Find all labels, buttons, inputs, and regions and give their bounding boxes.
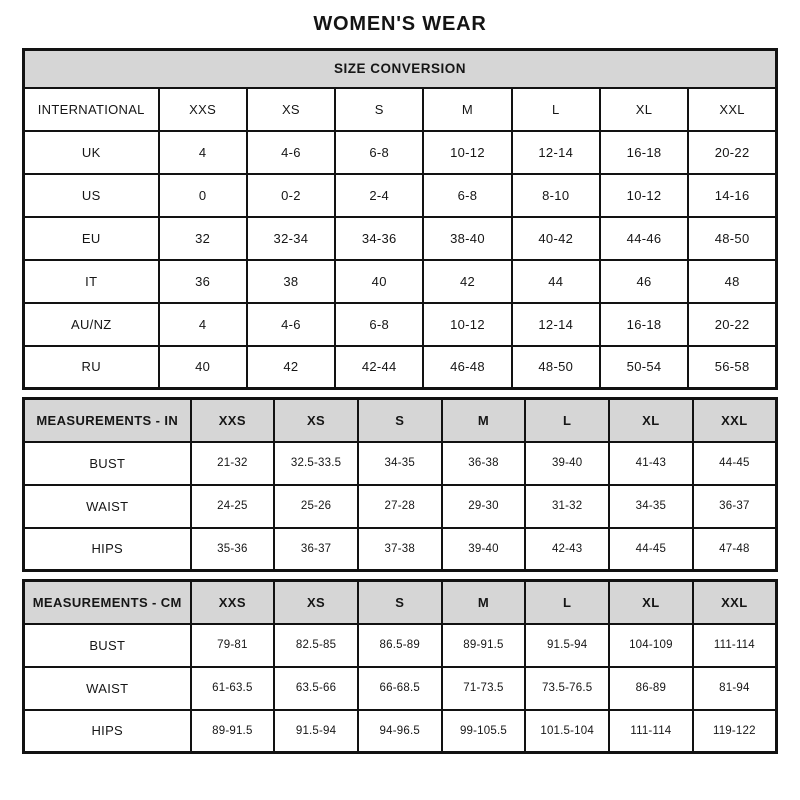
value-cell: 14-16 [688, 174, 776, 217]
value-cell: 101.5-104 [525, 710, 609, 753]
table-row [24, 528, 777, 571]
value-cell: 24-25 [191, 485, 275, 528]
value-cell: 10-12 [423, 131, 511, 174]
value-cell: 16-18 [600, 131, 688, 174]
size-column-header: XXS [191, 399, 275, 442]
value-cell: 42-43 [525, 528, 609, 571]
row-group-header: MEASUREMENTS - CM [24, 581, 191, 624]
page-title: WOMEN'S WEAR [313, 13, 487, 35]
value-cell: 36-38 [442, 442, 526, 485]
table-row [24, 346, 777, 389]
value-cell: 34-35 [609, 485, 693, 528]
value-cell: 79-81 [191, 624, 275, 667]
value-cell: 32-34 [247, 217, 335, 260]
value-cell: 35-36 [191, 528, 275, 571]
size-column-header: S [358, 399, 442, 442]
value-cell: 89-91.5 [191, 710, 275, 753]
value-cell: 44-45 [609, 528, 693, 571]
value-cell: 36-37 [693, 485, 777, 528]
value-cell: 48-50 [512, 346, 600, 389]
value-cell: 36-37 [274, 528, 358, 571]
value-cell: 16-18 [600, 303, 688, 346]
header-row [24, 88, 777, 131]
row-label-cell: RU [24, 346, 159, 389]
value-cell: 4-6 [247, 131, 335, 174]
row-label-cell: IT [24, 260, 159, 303]
size-column-header: XL [609, 581, 693, 624]
value-cell: 6-8 [335, 303, 423, 346]
value-cell: 44-45 [693, 442, 777, 485]
value-cell: 34-35 [358, 442, 442, 485]
size-column-header: XXL [693, 581, 777, 624]
value-cell: 12-14 [512, 131, 600, 174]
value-cell: 56-58 [688, 346, 776, 389]
measurements-cm-table [22, 579, 778, 754]
value-cell: 48 [688, 260, 776, 303]
value-cell: 34-36 [335, 217, 423, 260]
row-group-header: INTERNATIONAL [24, 88, 159, 131]
row-label-cell: EU [24, 217, 159, 260]
table-band-title: SIZE CONVERSION [24, 50, 777, 88]
value-cell: 38-40 [423, 217, 511, 260]
value-cell: 99-105.5 [442, 710, 526, 753]
size-column-header: XXS [159, 88, 247, 131]
value-cell: 71-73.5 [442, 667, 526, 710]
value-cell: 44-46 [600, 217, 688, 260]
value-cell: 31-32 [525, 485, 609, 528]
row-label-cell: UK [24, 131, 159, 174]
size-column-header: L [512, 88, 600, 131]
measurements-in-table [22, 397, 778, 572]
table-row [24, 710, 777, 753]
table-row [24, 131, 777, 174]
row-label-cell: BUST [24, 442, 191, 485]
value-cell: 27-28 [358, 485, 442, 528]
value-cell: 104-109 [609, 624, 693, 667]
value-cell: 20-22 [688, 131, 776, 174]
row-label-cell: HIPS [24, 710, 191, 753]
table-row [24, 303, 777, 346]
value-cell: 25-26 [274, 485, 358, 528]
value-cell: 10-12 [423, 303, 511, 346]
value-cell: 42-44 [335, 346, 423, 389]
size-column-header: XS [274, 581, 358, 624]
size-column-header: S [358, 581, 442, 624]
value-cell: 20-22 [688, 303, 776, 346]
header-row [24, 581, 777, 624]
value-cell: 91.5-94 [274, 710, 358, 753]
value-cell: 81-94 [693, 667, 777, 710]
value-cell: 63.5-66 [274, 667, 358, 710]
row-label-cell: WAIST [24, 667, 191, 710]
value-cell: 0-2 [247, 174, 335, 217]
row-label-cell: AU/NZ [24, 303, 159, 346]
value-cell: 39-40 [442, 528, 526, 571]
value-cell: 0 [159, 174, 247, 217]
table-band-row [24, 50, 777, 88]
row-label-cell: WAIST [24, 485, 191, 528]
value-cell: 8-10 [512, 174, 600, 217]
size-column-header: M [423, 88, 511, 131]
value-cell: 6-8 [423, 174, 511, 217]
size-column-header: L [525, 581, 609, 624]
value-cell: 2-4 [335, 174, 423, 217]
size-column-header: XXL [688, 88, 776, 131]
table-row [24, 442, 777, 485]
value-cell: 46-48 [423, 346, 511, 389]
value-cell: 73.5-76.5 [525, 667, 609, 710]
value-cell: 38 [247, 260, 335, 303]
value-cell: 44 [512, 260, 600, 303]
value-cell: 86-89 [609, 667, 693, 710]
size-conversion-table [22, 48, 778, 390]
size-column-header: S [335, 88, 423, 131]
value-cell: 6-8 [335, 131, 423, 174]
value-cell: 4 [159, 131, 247, 174]
value-cell: 39-40 [525, 442, 609, 485]
size-column-header: L [525, 399, 609, 442]
size-column-header: XL [600, 88, 688, 131]
size-column-header: M [442, 581, 526, 624]
size-column-header: XS [274, 399, 358, 442]
value-cell: 50-54 [600, 346, 688, 389]
size-column-header: M [442, 399, 526, 442]
value-cell: 46 [600, 260, 688, 303]
header-row [24, 399, 777, 442]
value-cell: 21-32 [191, 442, 275, 485]
table-row [24, 260, 777, 303]
value-cell: 10-12 [600, 174, 688, 217]
value-cell: 94-96.5 [358, 710, 442, 753]
value-cell: 82.5-85 [274, 624, 358, 667]
value-cell: 4 [159, 303, 247, 346]
table-row [24, 624, 777, 667]
row-label-cell: HIPS [24, 528, 191, 571]
value-cell: 40-42 [512, 217, 600, 260]
value-cell: 29-30 [442, 485, 526, 528]
size-column-header: XXL [693, 399, 777, 442]
value-cell: 111-114 [609, 710, 693, 753]
value-cell: 91.5-94 [525, 624, 609, 667]
value-cell: 12-14 [512, 303, 600, 346]
value-cell: 111-114 [693, 624, 777, 667]
size-column-header: XXS [191, 581, 275, 624]
value-cell: 32 [159, 217, 247, 260]
value-cell: 42 [423, 260, 511, 303]
value-cell: 119-122 [693, 710, 777, 753]
value-cell: 89-91.5 [442, 624, 526, 667]
value-cell: 42 [247, 346, 335, 389]
row-group-header: MEASUREMENTS - IN [24, 399, 191, 442]
table-row [24, 174, 777, 217]
value-cell: 36 [159, 260, 247, 303]
value-cell: 48-50 [688, 217, 776, 260]
value-cell: 47-48 [693, 528, 777, 571]
size-column-header: XS [247, 88, 335, 131]
value-cell: 86.5-89 [358, 624, 442, 667]
row-label-cell: BUST [24, 624, 191, 667]
value-cell: 61-63.5 [191, 667, 275, 710]
table-row [24, 485, 777, 528]
table-row [24, 667, 777, 710]
value-cell: 66-68.5 [358, 667, 442, 710]
table-row [24, 217, 777, 260]
value-cell: 41-43 [609, 442, 693, 485]
row-label-cell: US [24, 174, 159, 217]
value-cell: 40 [159, 346, 247, 389]
size-column-header: XL [609, 399, 693, 442]
value-cell: 37-38 [358, 528, 442, 571]
value-cell: 4-6 [247, 303, 335, 346]
value-cell: 40 [335, 260, 423, 303]
value-cell: 32.5-33.5 [274, 442, 358, 485]
